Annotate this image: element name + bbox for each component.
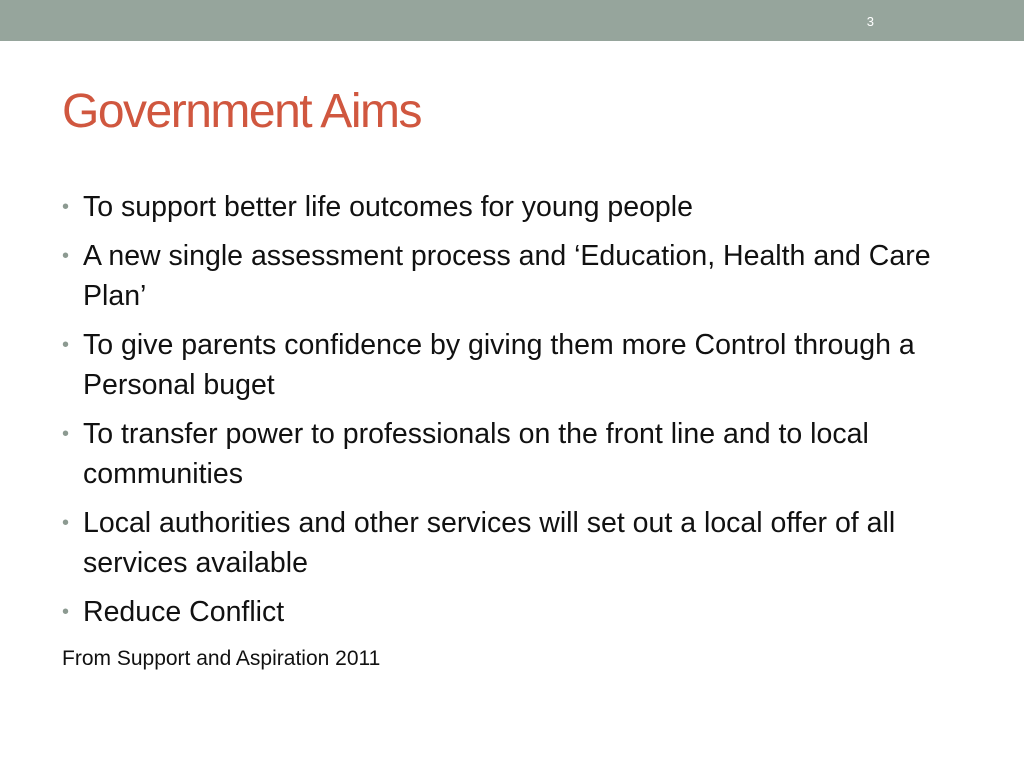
slide-title: Government Aims: [62, 85, 421, 138]
bullet-icon: •: [62, 245, 70, 267]
bullet-item: [62, 414, 962, 494]
bullet-list: [62, 187, 962, 641]
source-note: From Support and Aspiration 2011: [62, 647, 381, 670]
bullet-text: A new single assessment process and ‘Education, Health and Care Plan’: [83, 240, 931, 312]
bullet-text: Local authorities and other services will set out a local offer of all services available: [83, 507, 896, 579]
bullet-text: To transfer power to professionals on the front line and to local communities: [83, 418, 869, 490]
bullet-text: To give parents confidence by giving them more Control through a Personal buget: [83, 329, 915, 401]
bullet-text: Reduce Conflict: [83, 596, 285, 628]
bullet-item: [62, 187, 962, 227]
top-bar: [0, 0, 1024, 41]
slide-number: 3: [866, 14, 874, 29]
bullet-item: [62, 592, 962, 632]
bullet-item: [62, 236, 962, 316]
bullet-icon: •: [62, 423, 70, 445]
bullet-icon: •: [62, 334, 70, 356]
bullet-item: [62, 503, 962, 583]
bullet-icon: •: [62, 601, 70, 623]
bullet-icon: •: [62, 196, 70, 218]
bullet-item: [62, 325, 962, 405]
bullet-icon: •: [62, 512, 70, 534]
bullet-text: To support better life outcomes for young people: [83, 191, 693, 223]
